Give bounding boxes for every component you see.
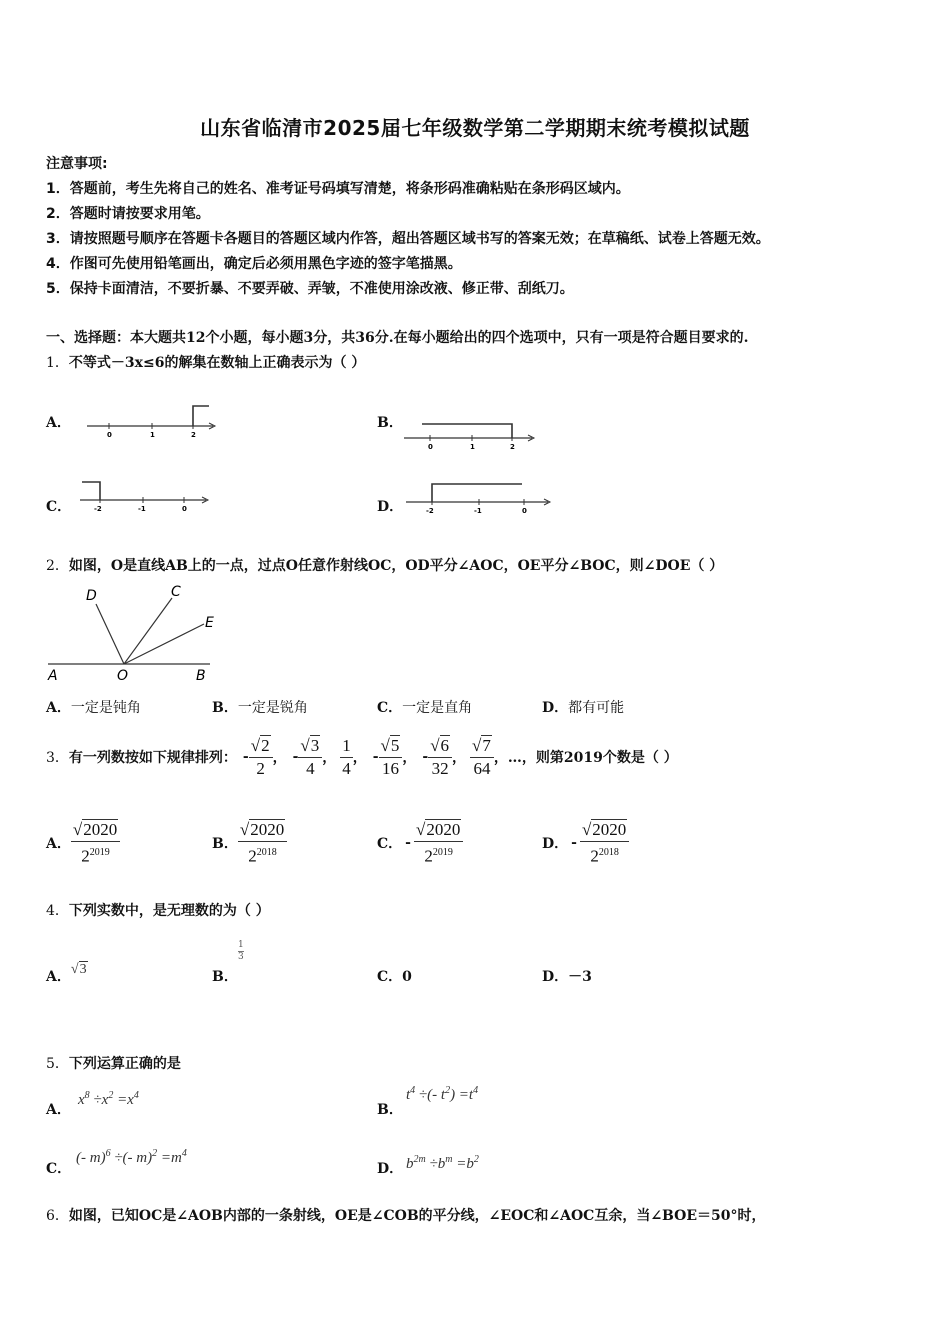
seq-term: $\frac{√7}{64}$: [470, 735, 494, 780]
q5-formula-b: $t^4$ ÷(- $t^2) =t^4$: [406, 1085, 479, 1103]
question-5: [46, 1053, 181, 1073]
q4-option-c[interactable]: C．0: [377, 969, 412, 985]
point-label-o: O: [117, 668, 129, 684]
question-number: 3．: [46, 750, 69, 766]
seq-sign: -: [422, 749, 429, 765]
notice-item: 5．保持卡面清洁，不要折暴、不要弄破、弄皱，不准使用涂改液、修正带、刮纸刀。: [46, 281, 574, 297]
q4-option-d[interactable]: D．－3: [542, 969, 592, 985]
fraction-one-third: 1 3: [238, 940, 244, 962]
question-text: 下列实数中，是无理数的为（ ）: [68, 903, 270, 919]
q5-option-d[interactable]: D．: [377, 1161, 404, 1177]
tick-label: 2: [191, 431, 196, 439]
q1-option-a[interactable]: A．: [46, 415, 71, 431]
point-label-d: D: [86, 588, 97, 604]
question-2: [46, 555, 723, 575]
notice-item: 3．请按照题号顺序在答题卡各题目的答题区域内作答，超出答题区域书写的答案无效；在草稿纸、试卷上答题无效。: [46, 231, 770, 247]
q5-formula-d: $b^{2m} \div b^m =b^2$: [406, 1154, 479, 1172]
q1-numberline-c: [78, 480, 218, 514]
q1-numberline-b: [402, 420, 542, 452]
seq-sign: -: [292, 749, 299, 765]
q2-option-d[interactable]: D．都有可能: [542, 700, 625, 716]
tick-label: -1: [474, 507, 482, 515]
q2-angle-diagram: [44, 582, 224, 686]
q5-option-b[interactable]: B．: [377, 1102, 403, 1118]
question-6: [46, 1205, 766, 1225]
q3-option-b[interactable]: B． $\frac{√2020}{2^{2018}}$: [212, 816, 287, 870]
question-text: 如图，O是直线AB上的一点，过点O任意作射线OC，OD平分∠AOC，OE平分∠BOC，则∠DOE（ ）: [68, 558, 724, 574]
question-text: 下列运算正确的是: [68, 1056, 181, 1072]
question-text: 不等式－3x≤6的解集在数轴上正确表示为（ ）: [68, 355, 366, 371]
q5-formula-a: $x^8 \div x^2 =x^4$: [78, 1090, 139, 1108]
question-number: 1．: [46, 355, 69, 371]
question-number: 4．: [46, 903, 69, 919]
question-text: ，…，则第2019个数是（ ）: [493, 750, 678, 766]
question-text: 有一列数按如下规律排列：: [68, 750, 237, 766]
tick-label: -1: [138, 505, 146, 513]
notice-heading: 注意事项:: [46, 156, 108, 172]
q3-option-c[interactable]: C． - $\frac{√2020}{2^{2019}}$: [377, 816, 463, 870]
q5-option-a[interactable]: A．: [46, 1102, 71, 1118]
point-label-c: C: [171, 584, 181, 600]
tick-label: 0: [428, 443, 433, 451]
q1-numberline-a: [85, 404, 225, 438]
q4-option-a[interactable]: A．√3: [46, 962, 87, 985]
question-3: 3． 有一列数按如下规律排列： - $\frac{√2}{2}$ ， - $\frac{√3}{4}$ ， $\frac{1}{4}$ ， - $\frac{√5}{16}$ ， - $\frac{√6}{32}$ ， $\frac{√7}{64}$ ，…，则第2019个数是（ ）: [46, 735, 678, 778]
section-heading: 一、选择题：本大题共12个小题，每小题3分，共36分.在每小题给出的四个选项中，只有一项是符合题目要求的.: [46, 330, 749, 346]
tick-label: 0: [107, 431, 112, 439]
notice-item: 1．答题前，考生先将自己的姓名、准考证号码填写清楚，将条形码准确粘贴在条形码区域内。: [46, 181, 630, 197]
q2-option-a[interactable]: A．一定是钝角: [46, 700, 141, 716]
q4-option-b[interactable]: B． 1 3: [212, 940, 244, 985]
point-label-a: A: [48, 668, 58, 684]
q1-option-c[interactable]: C．: [46, 499, 72, 515]
question-1: [46, 352, 365, 372]
q1-option-d[interactable]: D．: [377, 499, 404, 515]
seq-sign: -: [372, 749, 379, 765]
seq-term: $\frac{1}{4}$: [342, 735, 351, 778]
notice-item: 4．作图可先使用铅笔画出，确定后必须用黑色字迹的签字笔描黑。: [46, 256, 462, 272]
notice-item: 2．答题时请按要求用笔。: [46, 206, 210, 222]
seq-term: $\frac{√5}{16}$: [379, 735, 403, 780]
point-label-e: E: [205, 615, 214, 631]
q1-option-b[interactable]: B．: [377, 415, 403, 431]
tick-label: 0: [522, 507, 527, 515]
question-4: [46, 900, 270, 920]
tick-label: 1: [150, 431, 155, 439]
point-label-b: B: [196, 668, 206, 684]
seq-term: $\frac{√6}{32}$: [428, 735, 452, 780]
tick-label: -2: [426, 507, 434, 515]
tick-label: 0: [182, 505, 187, 513]
seq-sign: -: [242, 749, 249, 765]
question-number: 5．: [46, 1056, 69, 1072]
q5-formula-c: (- m)$^6$ ÷(- $m)^2 =m^4$: [76, 1148, 187, 1166]
q1-numberline-d: [404, 480, 559, 516]
seq-term: $\frac{√3}{4}$: [298, 735, 322, 780]
tick-label: -2: [94, 505, 102, 513]
seq-term: $\frac{√2}{2}$: [249, 735, 273, 780]
q5-option-c[interactable]: C．: [46, 1161, 72, 1177]
q2-option-c[interactable]: C．一定是直角: [377, 700, 473, 716]
q3-option-d[interactable]: D． - $\frac{√2020}{2^{2018}}$: [542, 816, 629, 870]
q2-option-b[interactable]: B．一定是锐角: [212, 700, 308, 716]
q3-option-a[interactable]: A． $\frac{√2020}{2^{2019}}$: [46, 816, 120, 870]
question-text: 如图，已知OC是∠AOB内部的一条射线，OE是∠COB的平分线，∠EOC和∠AOC互余，当∠BOE＝50°时，: [68, 1208, 766, 1224]
tick-label: 1: [470, 443, 475, 451]
page-title: 山东省临清市2025届七年级数学第二学期期末统考模拟试题: [200, 116, 750, 140]
question-number: 6．: [46, 1208, 69, 1224]
tick-label: 2: [510, 443, 515, 451]
question-number: 2．: [46, 558, 69, 574]
